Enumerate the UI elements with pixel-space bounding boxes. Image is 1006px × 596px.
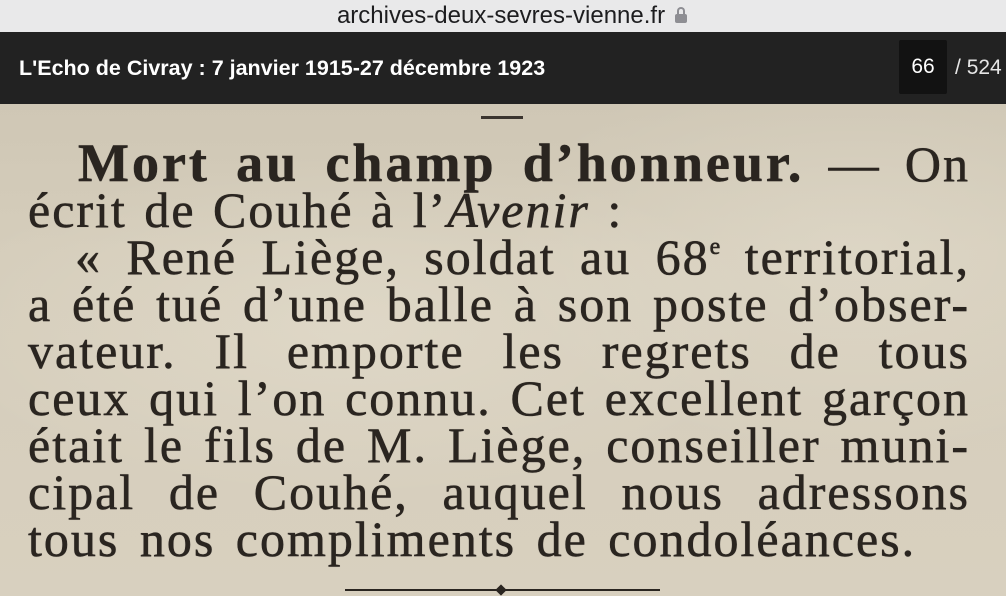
lead-text: écrit de Couhé à l’ bbox=[28, 182, 448, 238]
viewer-header bbox=[0, 32, 1006, 104]
article-line: était le fils de M. Liège, conseiller muni- bbox=[28, 417, 970, 473]
diamond-icon bbox=[495, 584, 506, 595]
article-line: ceux qui l’on connu. Cet excellent garçon bbox=[28, 370, 970, 426]
lock-icon bbox=[675, 7, 687, 23]
newspaper-name: Avenir bbox=[447, 182, 590, 238]
headline-tail: — On bbox=[828, 136, 971, 192]
page-separator: / bbox=[955, 56, 961, 79]
newspaper-article bbox=[28, 133, 971, 567]
article-line: tous nos compliments de condoléances. bbox=[28, 511, 917, 567]
article-quote-line bbox=[28, 229, 971, 285]
article-line: vateur. Il emporte les regrets de tous bbox=[28, 323, 970, 379]
document-title: L'Echo de Civray : 7 janvier 1915-27 décembre 1923 bbox=[19, 56, 546, 80]
quote-text: « René Liège, soldat au 68 bbox=[75, 229, 710, 285]
article-line: cipal de Couhé, auquel nous adressons bbox=[28, 464, 970, 520]
article-headline-line bbox=[28, 133, 971, 193]
lead-end: : bbox=[607, 182, 624, 238]
article-lead-line bbox=[28, 182, 970, 238]
article-line: a été tué d’une balle à son poste d’obser- bbox=[28, 276, 970, 332]
address-display[interactable] bbox=[337, 0, 687, 32]
document-page-scan[interactable] bbox=[0, 104, 1006, 596]
ordinal-superscript: e bbox=[709, 234, 721, 260]
page-number-input[interactable] bbox=[899, 40, 947, 94]
article-headline: Mort au champ d’honneur. bbox=[78, 133, 805, 193]
total-pages: 524 bbox=[966, 56, 1002, 79]
quote-end: territorial, bbox=[744, 229, 971, 285]
page-total bbox=[955, 32, 1002, 104]
url-text[interactable]: archives-deux-sevres-vienne.fr bbox=[336, 2, 666, 29]
browser-address-bar[interactable] bbox=[0, 0, 1006, 32]
separator-rule bbox=[481, 116, 523, 119]
lock-icon-body bbox=[675, 14, 687, 23]
